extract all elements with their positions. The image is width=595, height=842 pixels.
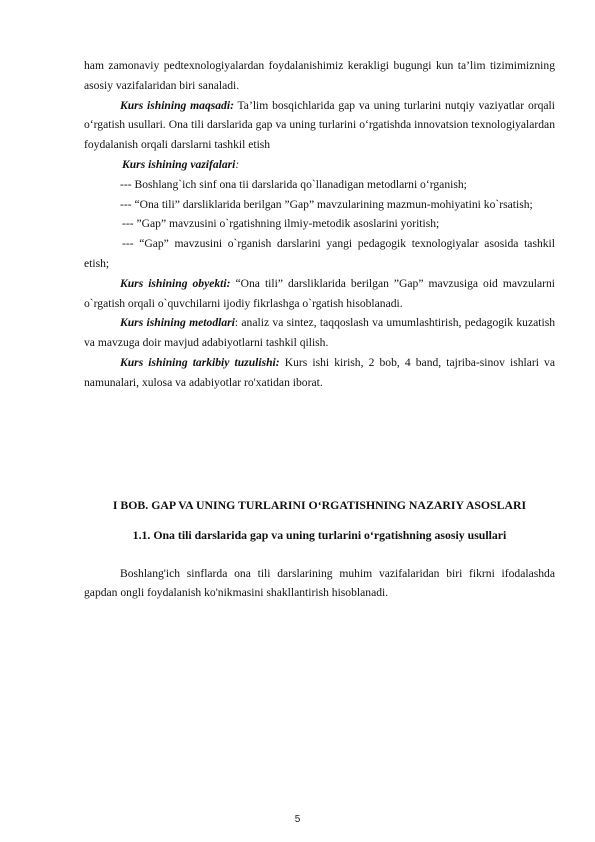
task-item-2: --- “Ona tili” darsliklarida berilgan ”Gap” mavzularining mazmun-mohiyatini ko`rsatish;	[120, 197, 533, 211]
page-number: 5	[294, 814, 301, 825]
tasks-label: Kurs ishining vazifalari	[122, 157, 236, 171]
structure-text: Kurs ishi kirish, 2 bob, 4 band, tajriba-sinov ishlari va namunalari, xulosa va adabiyotlar ro'xatidan iborat.	[84, 355, 555, 389]
task-item-4: --- “Gap” mavzusini o`rganish darslarini yangi pedagogik texnologiyalar asosida tashkil etish;	[84, 237, 555, 270]
document-page	[84, 56, 555, 603]
section-paragraph: Boshlang'ich sinflarda ona tili darslarining muhim vazifalaridan biri fikrni ifodalashda gapdan ongli foydalanish ko'nikmasini shakllantirish hisoblanadi.	[84, 566, 555, 600]
intro-paragraph: ham zamonaviy pedtexnologiyalardan foydalanishimiz kerakligi bugungi kun ta’lim tizimimizning asosiy vazifalaridan biri sanaladi.	[84, 59, 555, 92]
object-text: “Ona tili” darsliklarida berilgan ”Gap” mavzusiga oid mavzularni o`rgatish orqali o`quvchilarni ijodiy fikrlashga o`rgatish hisoblanadi.	[84, 276, 555, 310]
aim-label: Kurs ishining maqsadi:	[120, 98, 234, 112]
structure-label: Kurs ishining tarkibiy tuzulishi:	[120, 355, 280, 369]
section-heading: 1.1. Ona tili darslarida gap va uning turlarini o‘rgatishning asosiy usullari	[132, 527, 507, 542]
tasks-colon: :	[235, 157, 240, 171]
methods-text: : analiz va sintez, taqqoslash va umumlashtirish, pedagogik kuzatish va mavzuga doir mavjud adabiyotlarni tashkil qilish.	[84, 316, 555, 350]
aim-text: Ta’lim bosqichlarida gap va uning turlarini nutqiy vaziyatlar orqali o‘rgatish usullari. Ona tili darslarida gap va uning turlarini o‘rgatishda innovatsion texnologiyalardan foydalanish orqali darslarni tashkil etish	[84, 98, 555, 152]
object-label: Kurs ishining obyekti:	[120, 276, 231, 290]
spacer	[84, 393, 555, 497]
spacer	[84, 544, 555, 564]
structure-paragraph	[84, 353, 555, 393]
aim-paragraph	[84, 96, 555, 155]
task-item-1: --- Boshlang`ich sinf ona tii darslarida qo`llanadigan metodlarni o‘rganish;	[120, 177, 467, 191]
methods-label: Kurs ishining metodlari	[120, 316, 235, 330]
tasks-heading	[84, 155, 555, 175]
methods-paragraph	[84, 313, 555, 353]
object-paragraph	[84, 274, 555, 314]
chapter-heading: I BOB. GAP VA UNING TURLARINI O‘RGATISHNING NAZARIY ASOSLARI	[112, 497, 527, 512]
task-item-3: --- ”Gap” mavzusini o`rgatishning ilmiy-metodik asoslarini yoritish;	[122, 217, 440, 231]
